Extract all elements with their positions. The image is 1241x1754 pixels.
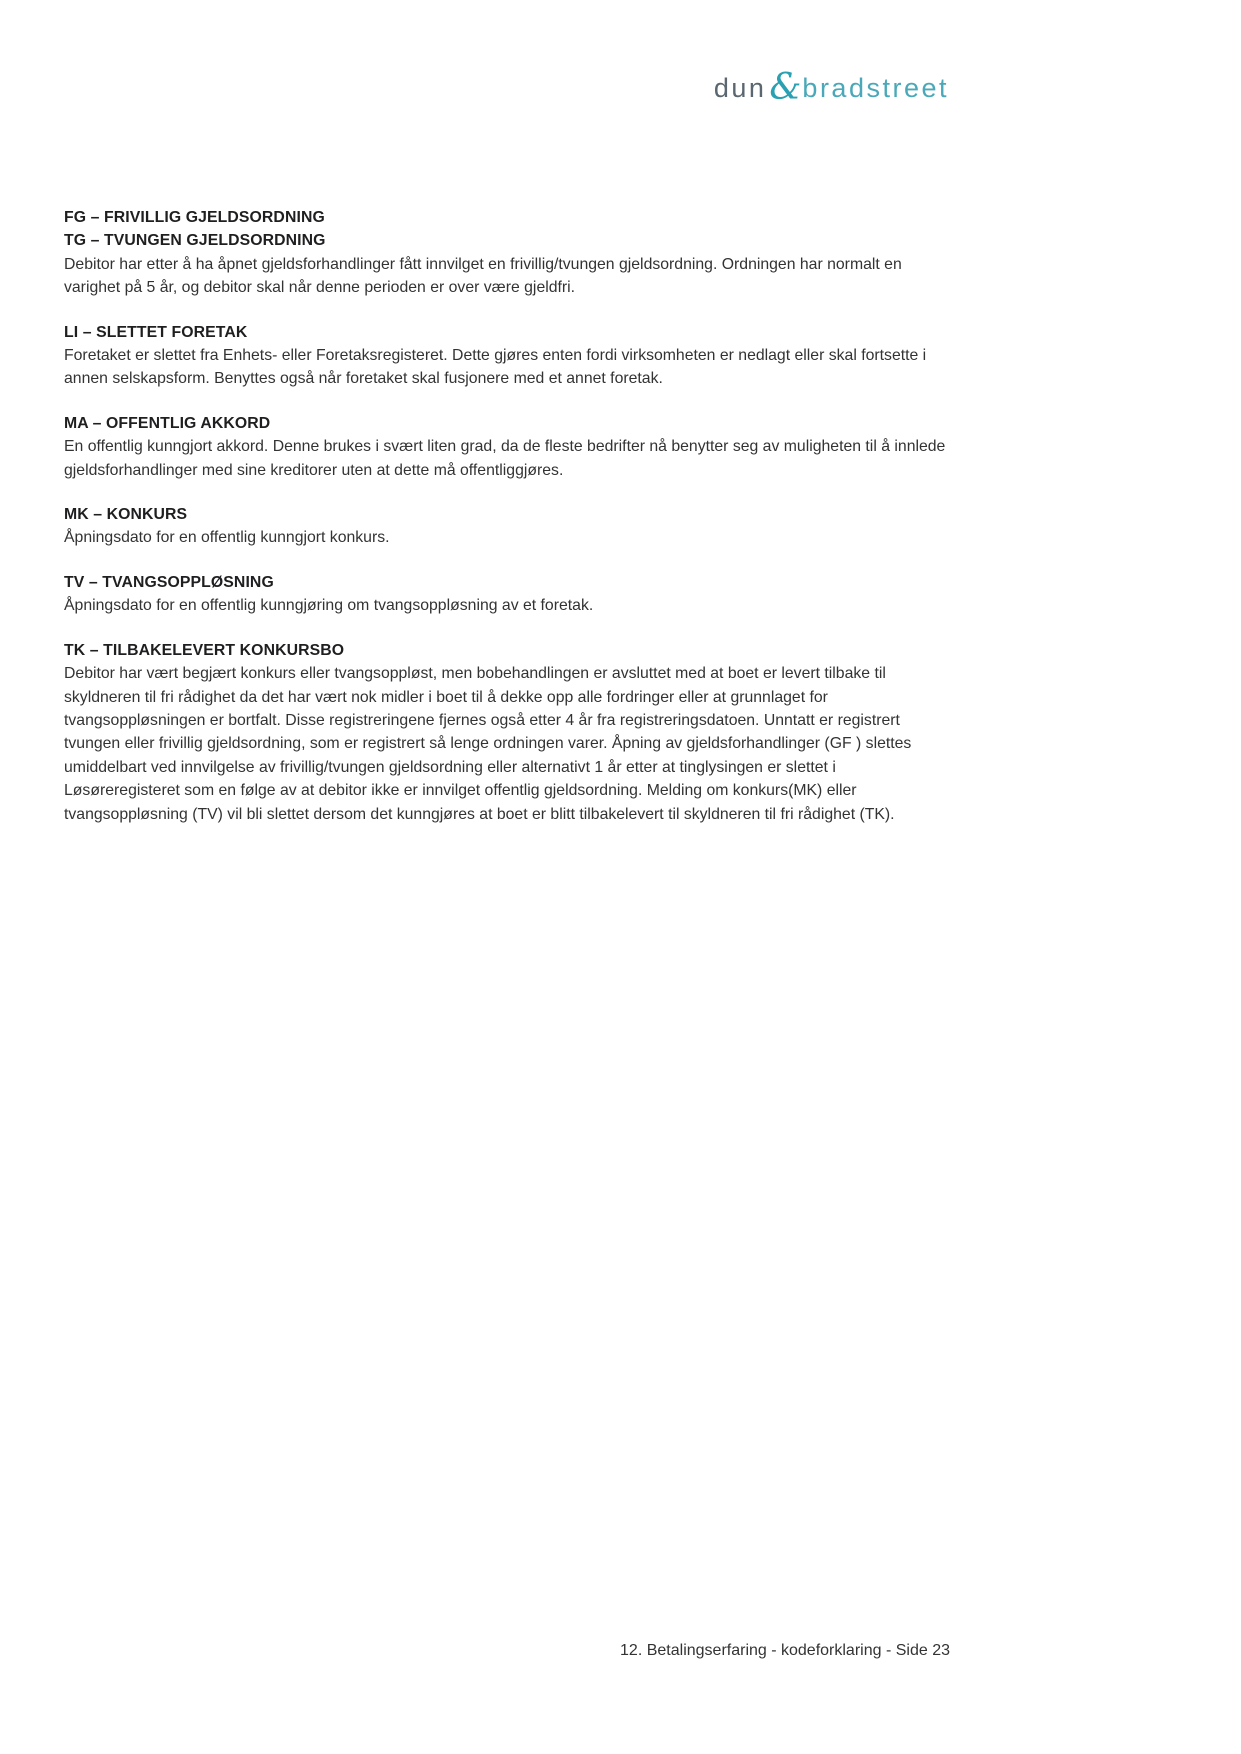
section-body: Debitor har vært begjært konkurs eller tvangsoppløst, men bobehandlingen er avsluttet med at boet er levert tilbake til skyldneren til fri rådighet da det har vært nok midler i boet til å dekke opp alle fordringer eller at grunnlaget for tvangsoppløsningen er bortfalt. Disse registreringene fjernes også etter 4 år fra registreringsdatoen. Unntatt er registrert tvungen eller frivillig gjeldsordning, som er registrert så lenge ordningen varer. Åpning av gjeldsforhandlinger (GF ) slettes umiddelbart ved innvilgelse av frivillig/tvungen gjeldsordning eller alternativt 1 år etter at tinglysingen er slettet i Løsøreregisteret som en følge av at debitor ikke er innvilget offentlig gjeldsordning. Melding om konkurs(MK) eller tvangsoppløsning (TV) vil bli slettet dersom det kunngjøres at boet er blitt tilbakelevert til skyldneren til fri rådighet (TK). xyxy=(64,665,912,823)
section-tk xyxy=(64,639,950,826)
section-heading: TK – TILBAKELEVERT KONKURSBO xyxy=(64,641,345,659)
section-heading: TV – TVANGSOPPLØSNING xyxy=(64,573,274,591)
section-body: En offentlig kunngjort akkord. Denne brukes i svært liten grad, da de fleste bedrifter nå benytter seg av muligheten til å innlede gjeldsforhandlinger med sine kreditorer uten at dette må offentliggjøres. xyxy=(64,438,946,479)
logo-ampersand-icon: & xyxy=(769,67,802,108)
section-tv xyxy=(64,571,950,618)
section-body: Åpningsdato for en offentlig kunngjort konkurs. xyxy=(64,529,390,547)
document-content xyxy=(64,206,950,847)
section-body: Debitor har etter å ha åpnet gjeldsforhandlinger fått innvilget en frivillig/tvungen gjeldsordning. Ordningen har normalt en varighet på 5 år, og debitor skal når denne perioden er over være gjeldfri. xyxy=(64,255,902,297)
section-mk xyxy=(64,503,950,550)
section-heading: LI – SLETTET FORETAK xyxy=(64,323,248,341)
section-li xyxy=(64,321,950,391)
section-heading: TG – TVUNGEN GJELDSORDNING xyxy=(64,232,326,250)
section-fg-tg xyxy=(64,206,950,300)
logo-text-bradstreet: bradstreet xyxy=(802,73,949,103)
logo-text-dun: dun xyxy=(713,73,767,103)
section-ma xyxy=(64,412,950,482)
footer-text: 12. Betalingserfaring - kodeforklaring - Side 23 xyxy=(620,1642,950,1659)
section-heading: MK – KONKURS xyxy=(64,506,188,524)
page-footer xyxy=(64,1642,950,1660)
dun-bradstreet-logo xyxy=(713,67,949,108)
section-body: Foretaket er slettet fra Enhets- eller Foretaksregisteret. Dette gjøres enten fordi virksomheten er nedlagt eller skal fortsette i annen selskapsform. Benyttes også når foretaket skal fusjonere med et annet foretak. xyxy=(64,347,927,388)
section-heading: MA – OFFENTLIG AKKORD xyxy=(64,414,271,432)
section-heading: FG – FRIVILLIG GJELDSORDNING xyxy=(64,209,325,226)
section-body: Åpningsdato for en offentlig kunngjøring om tvangsoppløsning av et foretak. xyxy=(64,597,594,615)
